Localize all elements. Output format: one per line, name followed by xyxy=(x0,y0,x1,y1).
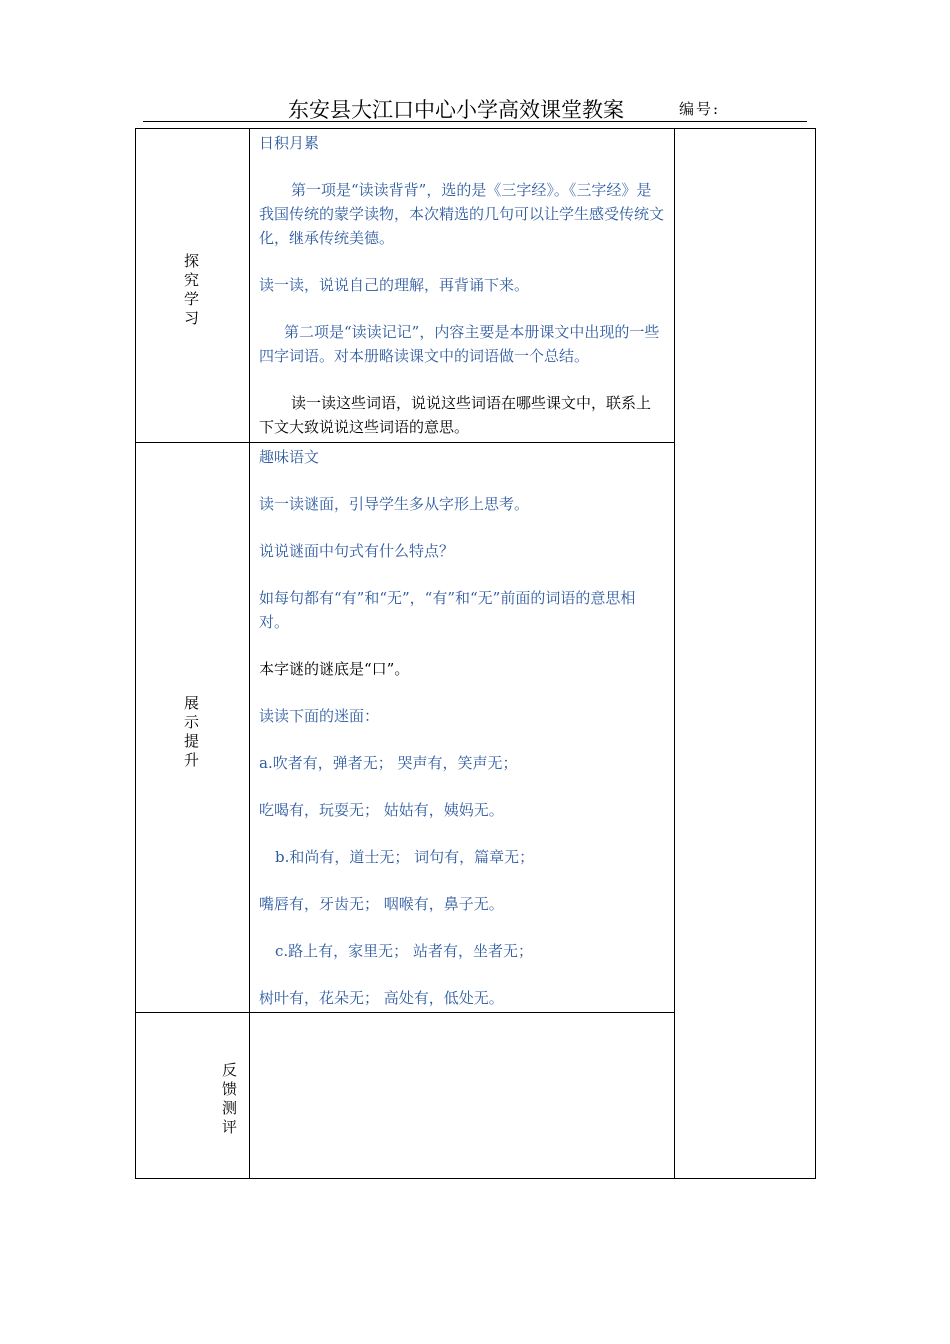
paragraph: 第二项是“读读记记”，内容主要是本册课文中出现的一些四字词语。对本册略读课文中的词语做一个总结。 xyxy=(259,323,660,365)
paragraph: 说说谜面中句式有什么特点？ xyxy=(259,542,455,560)
page-header xyxy=(0,88,950,122)
paragraph: 如每句都有“有”和“无”，“有”和“无”前面的词语的意思相对。 xyxy=(259,589,636,631)
lesson-plan-table xyxy=(135,128,816,1179)
section-content-cell xyxy=(250,1013,675,1179)
section-heading: 趣味语文 xyxy=(259,448,320,466)
section-label: 展 示 提 升 xyxy=(184,694,200,769)
paragraph: 读一读，说说自己的理解，再背诵下来。 xyxy=(259,276,530,294)
section-label-cell xyxy=(136,443,250,1013)
section-label-cell xyxy=(136,1013,250,1179)
riddle-line: 树叶有，花朵无； 高处有，低处无。 xyxy=(259,989,504,1007)
header-rule xyxy=(143,121,807,122)
section-content-cell xyxy=(250,443,675,1013)
paragraph: 读一读这些词语，说说这些词语在哪些课文中，联系上下文大致说说这些词语的意思。 xyxy=(259,394,652,436)
notes-cell xyxy=(675,129,816,1179)
table-row xyxy=(136,129,816,443)
document-title: 东安县大江口中心小学高效课堂教案 xyxy=(288,98,624,122)
paragraph: 本字谜的谜底是“口”。 xyxy=(259,660,410,678)
number-label: 编号: xyxy=(679,100,721,118)
section-label-cell xyxy=(136,129,250,443)
paragraph: 第一项是“读读背背”，选的是《三字经》。《三字经》是我国传统的蒙学读物，本次精选的几句可以让学生感受传统文化，继承传统美德。 xyxy=(259,181,665,247)
section-label: 探 究 学 习 xyxy=(184,252,200,327)
riddle-line: b.和尚有，道士无； 词句有，篇章无； xyxy=(275,848,535,866)
paragraph: 读一读谜面，引导学生多从字形上思考。 xyxy=(259,495,530,513)
section-content-cell xyxy=(250,129,675,443)
riddle-line: 嘴唇有，牙齿无； 咽喉有，鼻子无。 xyxy=(259,895,504,913)
paragraph: 读读下面的迷面： xyxy=(259,707,380,725)
riddle-line: c.路上有，家里无； 站者有，坐者无； xyxy=(275,942,533,960)
section-label: 反 馈 测 评 xyxy=(222,1061,238,1136)
riddle-line: a.吹者有，弹者无； 哭声有，笑声无； xyxy=(259,754,518,772)
riddle-line: 吃喝有，玩耍无； 姑姑有，姨妈无。 xyxy=(259,801,504,819)
section-heading: 日积月累 xyxy=(259,134,320,152)
